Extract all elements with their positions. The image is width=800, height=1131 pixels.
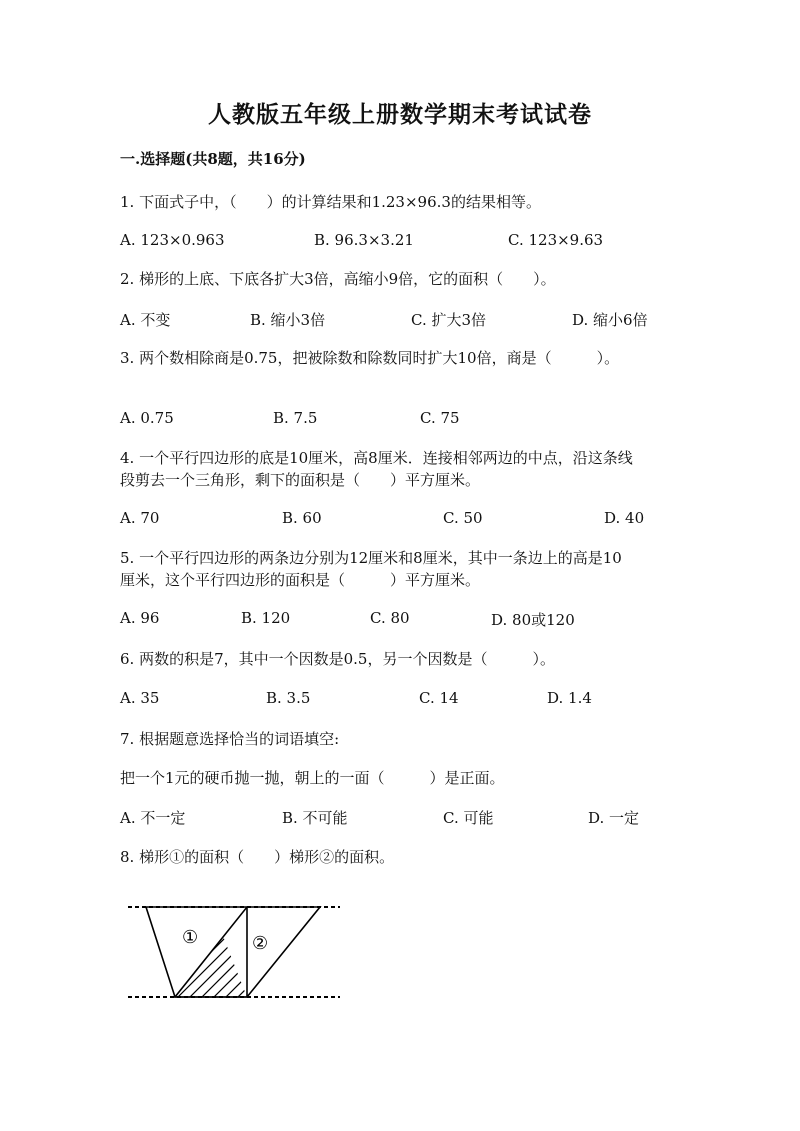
question-1-option-a[interactable]: A. 123×0.963 — [120, 231, 225, 249]
question-2-option-b[interactable]: B. 缩小3倍 — [250, 311, 326, 329]
page-title: 人教版五年级上册数学期末考试试卷 — [208, 101, 592, 128]
trapezoid-1-label: ① — [182, 927, 199, 948]
question-5-option-a[interactable]: A. 96 — [120, 609, 160, 627]
question-2-stem: 2. 梯形的上底、下底各扩大3倍，高缩小9倍，它的面积（ ）。 — [120, 270, 556, 288]
question-7-option-b[interactable]: B. 不可能 — [282, 809, 348, 827]
question-7-option-c[interactable]: C. 可能 — [443, 809, 494, 827]
trapezoid-1 — [146, 907, 247, 997]
question-4-stem-line-2: 段剪去一个三角形，剩下的面积是（ ）平方厘米。 — [120, 471, 481, 489]
question-2-option-c[interactable]: C. 扩大3倍 — [411, 311, 487, 329]
question-3-option-c[interactable]: C. 75 — [420, 409, 460, 427]
question-7-option-a[interactable]: A. 不一定 — [120, 809, 186, 827]
question-4-stem-line-1: 4. 一个平行四边形的底是10厘米，高8厘米．连接相邻两边的中点，沿这条线 — [120, 449, 633, 467]
question-7-option-d[interactable]: D. 一定 — [588, 809, 640, 827]
question-1-stem: 1. 下面式子中，（ ）的计算结果和1.23×96.3的结果相等。 — [120, 193, 541, 211]
question-7-stem: 7. 根据题意选择恰当的词语填空: — [120, 730, 340, 748]
question-2-option-a[interactable]: A. 不变 — [120, 311, 171, 329]
question-4-option-a[interactable]: A. 70 — [120, 509, 160, 527]
question-6-option-a[interactable]: A. 35 — [120, 689, 160, 707]
question-8-stem: 8. 梯形①的面积（ ）梯形②的面积。 — [120, 848, 395, 866]
question-4-option-d[interactable]: D. 40 — [604, 509, 645, 527]
section-heading: 一.选择题(共8题，共16分) — [120, 150, 306, 168]
question-6-stem: 6. 两数的积是7，其中一个因数是0.5，另一个因数是（ ）。 — [120, 650, 555, 668]
question-6-option-b[interactable]: B. 3.5 — [266, 689, 311, 707]
question-3-option-a[interactable]: A. 0.75 — [120, 409, 174, 427]
question-4-option-b[interactable]: B. 60 — [282, 509, 322, 527]
question-5-option-b[interactable]: B. 120 — [241, 609, 291, 627]
question-6-option-c[interactable]: C. 14 — [419, 689, 459, 707]
question-5-stem-line-1: 5. 一个平行四边形的两条边分别为12厘米和8厘米，其中一条边上的高是10 — [120, 549, 622, 567]
question-5-stem-line-2: 厘米，这个平行四边形的面积是（ ）平方厘米。 — [120, 571, 481, 589]
question-2-option-d[interactable]: D. 缩小6倍 — [572, 311, 648, 329]
question-3-stem: 3. 两个数相除商是0.75，把被除数和除数同时扩大10倍，商是（ ）。 — [120, 349, 620, 367]
question-7-sub-stem: 把一个1元的硬币抛一抛，朝上的一面（ ）是正面。 — [120, 769, 505, 787]
question-1-option-b[interactable]: B. 96.3×3.21 — [314, 231, 414, 249]
question-1-option-c[interactable]: C. 123×9.63 — [508, 231, 604, 249]
question-5-option-c[interactable]: C. 80 — [370, 609, 410, 627]
question-4-option-c[interactable]: C. 50 — [443, 509, 483, 527]
question-5-option-d[interactable]: D. 80或120 — [491, 611, 575, 629]
trapezoid-2-label: ② — [252, 933, 269, 954]
question-6-option-d[interactable]: D. 1.4 — [547, 689, 592, 707]
question-3-option-b[interactable]: B. 7.5 — [273, 409, 318, 427]
trapezoid-figure — [118, 895, 358, 1010]
